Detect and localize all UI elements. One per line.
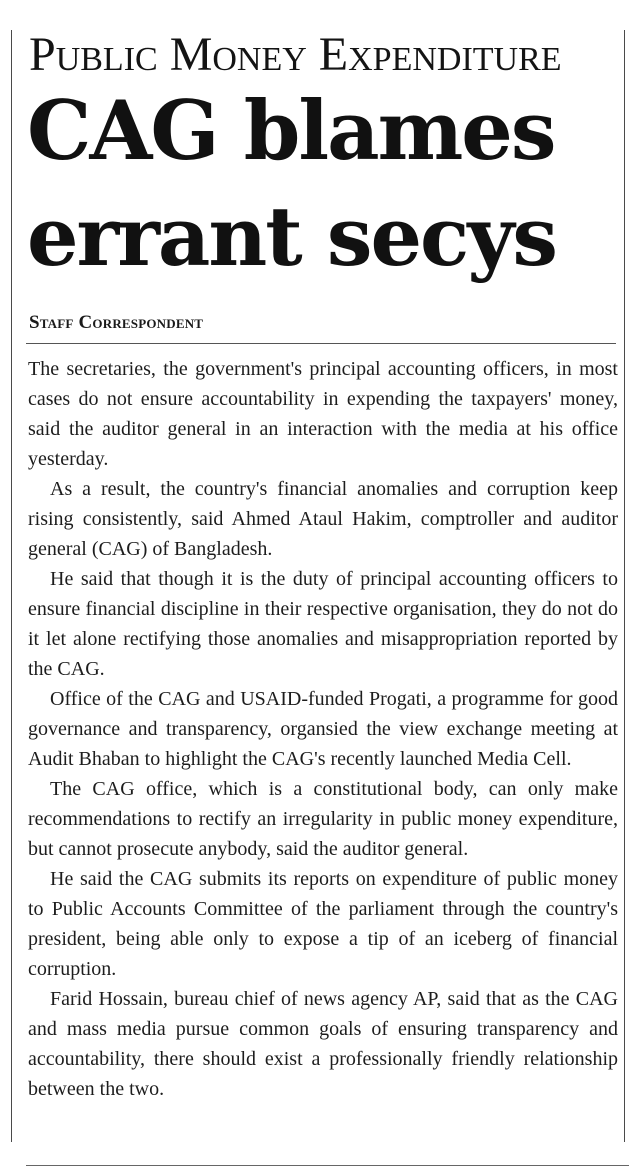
article-paragraph: Farid Hossain, bureau chief of news agency AP, said that as the CAG and mass media pursue common goals of ensuring transparency and accountability, there should exist a professionally friendly relationship between the two. — [28, 988, 618, 1100]
left-column-rule — [11, 30, 12, 1142]
byline: Staff Correspondent — [29, 312, 204, 333]
article-paragraph: The CAG office, which is a constitutional body, can only make recommendations to rectify an irregularity in public money expenditure, but cannot prosecute anybody, said the auditor general. — [28, 778, 618, 860]
article-paragraph: Office of the CAG and USAID-funded Progati, a programme for good governance and transparency, organsied the view exchange meeting at Audit Bhaban to highlight the CAG's recently launched Media Cell. — [28, 688, 618, 770]
article-paragraph: He said that though it is the duty of principal accounting officers to ensure financial discipline in their respective organisation, they do not do it let alone rectifying those anomalies and misappropriation reported by the CAG. — [28, 568, 618, 680]
article-body — [28, 354, 618, 1104]
byline-divider — [26, 343, 616, 344]
kicker-heading: Public Money Expenditure — [29, 28, 562, 81]
article-paragraph: The secretaries, the government's principal accounting officers, in most cases do not ensure accountability in expending the taxpayers' money, said the auditor general in an interaction with the media at his office yesterday. — [28, 358, 618, 470]
article-paragraph: As a result, the country's financial anomalies and corruption keep rising consistently, said Ahmed Ataul Hakim, comptroller and auditor general (CAG) of Bangladesh. — [28, 478, 618, 560]
article-paragraph: He said the CAG submits its reports on expenditure of public money to Public Accounts Committee of the parliament through the country's president, being able only to expose a tip of an iceberg of financial corruption. — [28, 868, 618, 980]
bottom-rule — [26, 1165, 629, 1166]
headline: CAG blames errant secys — [27, 84, 556, 285]
